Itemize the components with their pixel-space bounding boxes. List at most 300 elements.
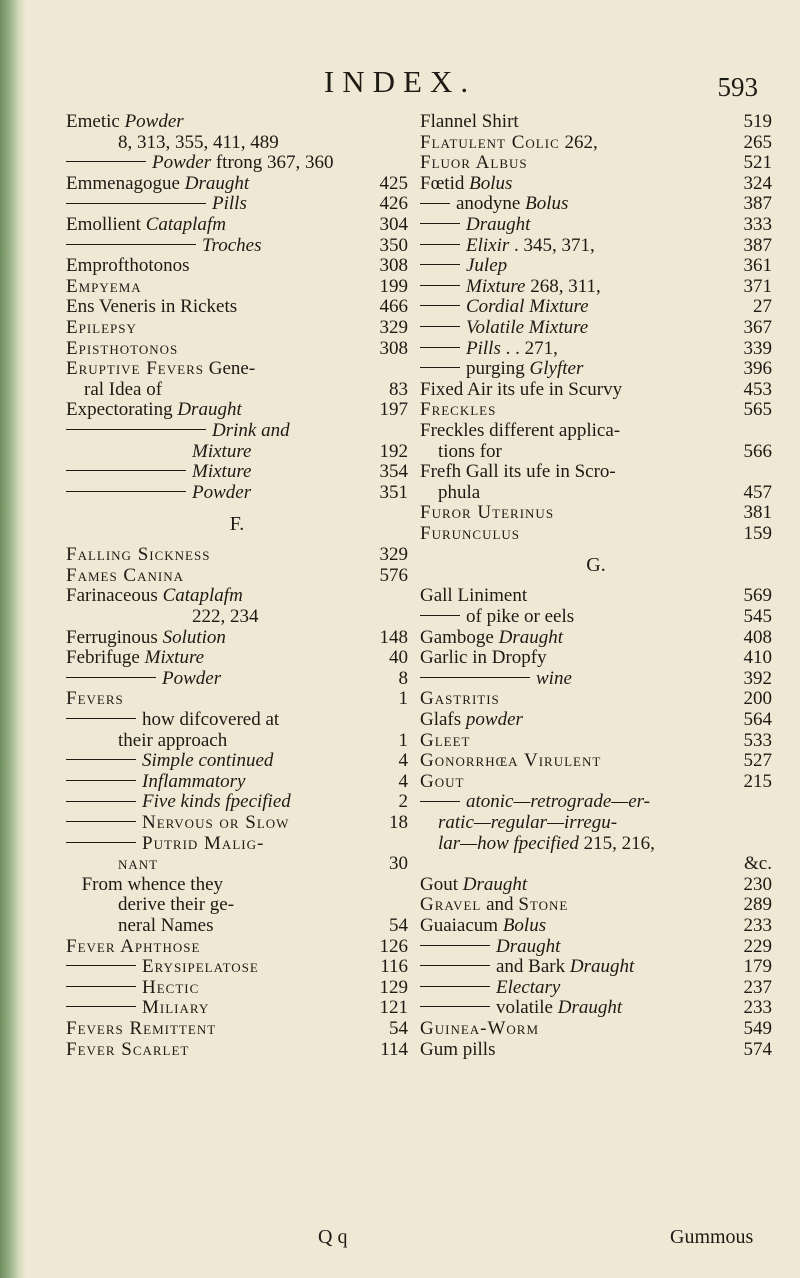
entry-text: tions for — [438, 440, 502, 462]
entry-text: 8, 313, 355, 411, 489 — [118, 131, 279, 153]
entry-page-number: 565 — [743, 399, 772, 421]
entry-text: Cataplafm — [145, 213, 226, 235]
entry-text: Gene- — [203, 358, 256, 380]
entry-page-number: 533 — [743, 729, 772, 751]
index-entry — [420, 998, 772, 1019]
entry-page-number: 121 — [379, 997, 408, 1019]
entry-term — [66, 566, 184, 587]
entry-term — [420, 772, 464, 793]
entry-term — [66, 792, 291, 813]
entry-page-number: 159 — [743, 522, 772, 544]
entry-text: Epilepsy — [66, 316, 137, 338]
index-entry — [420, 854, 772, 875]
index-entry — [420, 1019, 772, 1040]
entry-page-number: 54 — [389, 914, 408, 936]
entry-text: Furor Uterinus — [420, 502, 555, 524]
entry-text: phula — [438, 481, 481, 503]
entry-page-number: 381 — [743, 502, 772, 524]
entry-term — [420, 875, 527, 896]
index-entry — [66, 689, 408, 710]
index-entry — [66, 854, 408, 875]
entry-term — [66, 112, 184, 133]
entry-page-number: 410 — [743, 647, 772, 669]
index-entry — [420, 483, 772, 504]
entry-text: 262, — [559, 131, 598, 153]
ditto-dash — [66, 203, 206, 204]
entry-text: Draught — [496, 935, 561, 957]
right-column — [420, 112, 772, 1060]
entry-term — [420, 339, 558, 360]
index-entry — [66, 792, 408, 813]
entry-page-number: 229 — [743, 935, 772, 957]
entry-text: Empyema — [66, 275, 142, 297]
entry-text: . . 271, — [500, 337, 558, 359]
entry-page-number: 574 — [743, 1038, 772, 1060]
index-entry — [420, 607, 772, 628]
index-entry — [420, 957, 772, 978]
entry-text: Mixture — [144, 647, 205, 669]
entry-page-number: 333 — [743, 213, 772, 235]
index-entry — [66, 256, 408, 277]
index-entry — [66, 978, 408, 999]
entry-text: Gout — [420, 873, 463, 895]
entry-page-number: 30 — [389, 853, 408, 875]
entry-term — [66, 400, 242, 421]
ditto-dash — [420, 244, 460, 245]
entry-text: Guaiacum — [420, 914, 503, 936]
ditto-dash — [66, 780, 136, 781]
entry-term — [66, 236, 261, 257]
ditto-dash — [420, 285, 460, 286]
entry-text: 215, 216, — [578, 832, 655, 854]
index-entry — [420, 174, 772, 195]
index-entry — [420, 978, 772, 999]
index-entry — [420, 133, 772, 154]
entry-text: Nervous or Slow — [142, 812, 290, 833]
entry-term — [420, 648, 547, 669]
entry-page-number: 289 — [743, 894, 772, 916]
index-entry — [66, 277, 408, 298]
ditto-dash — [66, 161, 146, 162]
index-entry — [66, 751, 408, 772]
index-entry — [66, 710, 408, 731]
entry-text: Glyfter — [529, 358, 584, 380]
entry-text: Emetic — [66, 111, 125, 132]
entry-text: Freckles — [420, 399, 497, 421]
entry-text: Ferruginous — [66, 626, 163, 648]
page-header — [0, 64, 800, 104]
entry-page-number: 215 — [743, 770, 772, 792]
entry-page-number: 521 — [743, 152, 772, 174]
entry-text: 222, 234 — [192, 606, 259, 628]
entry-term — [420, 998, 622, 1019]
entry-text: Erysipelatose — [142, 956, 259, 978]
entry-page-number: 233 — [743, 914, 772, 936]
entry-page-number: 192 — [379, 440, 408, 462]
ditto-dash — [66, 986, 136, 987]
entry-text: Fever Scarlet — [66, 1038, 190, 1060]
entry-term — [66, 483, 251, 504]
entry-page-number: 4 — [398, 750, 408, 772]
entry-page-number: 549 — [743, 1017, 772, 1039]
entry-term — [66, 834, 264, 855]
ditto-dash — [420, 347, 460, 348]
ditto-dash — [420, 677, 530, 678]
entry-text: Fixed Air its ufe in Scurvy — [420, 378, 623, 400]
ditto-dash — [66, 1006, 136, 1007]
entry-page-number: 1 — [398, 688, 408, 710]
entry-page-number: 265 — [743, 131, 772, 153]
index-entry — [66, 297, 408, 318]
index-entry — [66, 400, 408, 421]
entry-term — [420, 689, 500, 710]
entry-text: Draught — [557, 997, 623, 1019]
entry-page-number: 371 — [743, 275, 772, 297]
entry-text: Gravel — [420, 894, 482, 916]
entry-text: Draught — [498, 626, 564, 648]
index-entry — [420, 937, 772, 958]
ditto-dash — [420, 203, 450, 204]
entry-text: Cordial Mixture — [466, 296, 589, 318]
entry-page-number: 4 — [398, 770, 408, 792]
entry-text: lar—how fpecified — [438, 832, 579, 854]
index-entry — [66, 1040, 408, 1061]
ditto-dash — [66, 470, 186, 471]
entry-term — [420, 524, 520, 545]
entry-term — [66, 1040, 189, 1061]
index-entry — [420, 194, 772, 215]
entry-page-number: 387 — [743, 234, 772, 256]
entry-text: volatile — [496, 997, 558, 1019]
entry-text: ral Idea of — [84, 378, 163, 400]
index-entry — [66, 174, 408, 195]
index-entry — [66, 772, 408, 793]
entry-text: Draught — [569, 956, 635, 978]
entry-text: Bolus — [469, 172, 513, 194]
entry-text: Draught — [177, 399, 242, 421]
entry-text: Five kinds fpecified — [142, 791, 291, 813]
entry-page-number: 354 — [379, 461, 408, 483]
entry-text: purging — [466, 358, 530, 380]
index-entry — [66, 421, 408, 442]
entry-text: Mixture — [192, 440, 252, 462]
entry-text: Flatulent Colic — [420, 131, 560, 153]
entry-text: wine — [536, 667, 572, 689]
index-entry — [420, 895, 772, 916]
entry-term — [420, 380, 622, 401]
entry-page-number: 527 — [743, 750, 772, 772]
entry-term — [66, 153, 334, 174]
entry-page-number: 199 — [379, 275, 408, 297]
entry-text: Glafs — [420, 709, 466, 731]
index-entry — [420, 297, 772, 318]
index-entry — [66, 937, 408, 958]
index-entries-e — [66, 112, 408, 503]
entry-term — [420, 153, 528, 174]
entry-term — [420, 710, 523, 731]
index-entry — [420, 236, 772, 257]
entry-term — [66, 297, 237, 318]
entry-text: Falling Sickness — [66, 544, 211, 566]
entry-text: Flannel Shirt — [420, 111, 519, 132]
entry-text: derive their ge- — [118, 894, 235, 916]
entry-text: Electary — [496, 976, 561, 998]
index-entry — [66, 153, 408, 174]
entry-text: Pills — [466, 337, 501, 359]
ditto-dash — [420, 305, 460, 306]
entry-text: Fluor Albus — [420, 152, 528, 174]
entry-term — [438, 442, 502, 463]
index-entry — [66, 442, 408, 463]
entry-text: Hectic — [142, 976, 200, 998]
entry-term — [420, 731, 471, 752]
entry-term — [66, 339, 178, 360]
entry-page-number: 126 — [379, 935, 408, 957]
entry-term — [66, 215, 226, 236]
entry-text: Furunculus — [420, 522, 521, 544]
entry-term — [66, 957, 259, 978]
entry-term — [66, 586, 243, 607]
index-entry — [420, 1040, 772, 1061]
index-entry — [420, 339, 772, 360]
entry-term — [66, 545, 210, 566]
entry-term — [420, 937, 560, 958]
entry-page-number: 339 — [743, 337, 772, 359]
entry-text: Fames Canina — [66, 564, 184, 586]
index-entry — [66, 834, 408, 855]
entry-text: Pills — [212, 193, 247, 215]
index-entry — [66, 133, 408, 154]
ditto-dash — [66, 718, 136, 719]
entry-term — [66, 648, 204, 669]
index-entry — [420, 153, 772, 174]
signature-mark: Q q — [318, 1226, 348, 1248]
entry-text: Freckles different applica- — [420, 419, 621, 441]
entry-term — [118, 854, 158, 875]
entry-term — [420, 359, 583, 380]
index-entry — [66, 215, 408, 236]
index-entries-f-continued — [420, 112, 772, 544]
ditto-dash — [420, 965, 490, 966]
index-entry — [420, 628, 772, 649]
entry-term — [420, 1040, 495, 1061]
entry-term — [192, 442, 251, 463]
entry-text: Volatile Mixture — [466, 316, 589, 338]
entry-text: Emmenagogue — [66, 172, 185, 194]
index-entry — [66, 628, 408, 649]
entry-text: Draught — [184, 172, 250, 194]
entry-term — [420, 669, 572, 690]
index-entry — [66, 998, 408, 1019]
entry-page-number: 351 — [379, 481, 408, 503]
entry-term — [66, 669, 221, 690]
entry-page-number: &c. — [744, 853, 772, 875]
entry-text: Gamboge — [420, 626, 499, 648]
entry-page-number: 308 — [379, 255, 408, 277]
entry-text: Gonorrhœa Virulent — [420, 750, 602, 772]
ditto-dash — [66, 842, 136, 843]
entry-text: and — [481, 894, 519, 916]
index-entry — [420, 772, 772, 793]
index-entry — [66, 586, 408, 607]
index-entry — [66, 359, 408, 380]
entry-page-number: 308 — [379, 337, 408, 359]
index-entry — [420, 421, 772, 442]
ditto-dash — [66, 244, 196, 245]
entry-term — [118, 916, 213, 937]
entry-text: Gall Liniment — [420, 585, 528, 607]
page-title: INDEX. — [323, 64, 477, 99]
ditto-dash — [420, 801, 460, 802]
index-entry — [66, 380, 408, 401]
entry-text: . 345, 371, — [509, 234, 595, 256]
entry-page-number: 545 — [743, 606, 772, 628]
entry-term — [66, 174, 249, 195]
index-entry — [420, 215, 772, 236]
entry-page-number: 408 — [743, 626, 772, 648]
index-entry — [420, 112, 772, 133]
entry-text: Julep — [466, 255, 508, 277]
entry-term — [118, 133, 279, 154]
index-entry — [66, 957, 408, 978]
ditto-dash — [66, 429, 206, 430]
index-entry — [420, 586, 772, 607]
ditto-dash — [66, 759, 136, 760]
index-entry — [420, 318, 772, 339]
entry-text: Farinaceous — [66, 585, 163, 607]
entry-page-number: 197 — [379, 399, 408, 421]
entry-term — [118, 895, 234, 916]
entry-term — [420, 236, 595, 257]
entry-term — [420, 112, 519, 133]
entry-text: Draught — [466, 213, 531, 235]
index-entry — [420, 277, 772, 298]
entry-text: Miliary — [142, 997, 210, 1019]
entry-page-number: 116 — [380, 956, 408, 978]
page-edge — [0, 0, 26, 1278]
index-entry — [66, 607, 408, 628]
entry-text: Fevers Remittent — [66, 1017, 217, 1039]
entry-page-number: 8 — [398, 667, 408, 689]
section-heading-f: F. — [229, 513, 245, 536]
entry-term — [420, 215, 530, 236]
entry-term — [66, 937, 200, 958]
entry-term — [420, 174, 512, 195]
entry-page-number: 392 — [743, 667, 772, 689]
entry-text: 268, 311, — [525, 275, 601, 297]
entry-page-number: 396 — [743, 358, 772, 380]
entry-term — [420, 978, 560, 999]
entry-text: atonic—retrograde—er- — [466, 791, 650, 813]
entry-text: Drink and — [212, 419, 290, 441]
entry-text: Bolus — [502, 914, 547, 936]
index-entry — [420, 834, 772, 855]
entry-term — [66, 998, 209, 1019]
entry-text: neral Names — [118, 914, 214, 936]
entry-term — [420, 586, 527, 607]
entry-term — [420, 1019, 539, 1040]
index-entries-g — [420, 586, 772, 1060]
entry-page-number: 27 — [753, 296, 772, 318]
entry-term — [420, 628, 563, 649]
entry-text: ftrong 367, 360 — [211, 152, 334, 174]
entry-text: Powder — [162, 667, 222, 689]
entry-page-number: 18 — [389, 812, 408, 833]
index-entry — [420, 442, 772, 463]
index-entry — [66, 483, 408, 504]
entry-page-number: 129 — [379, 976, 408, 998]
index-entry — [420, 731, 772, 752]
entry-page-number: 457 — [743, 481, 772, 503]
index-entry — [66, 731, 408, 752]
entry-text: Cataplafm — [162, 585, 243, 607]
entry-text: Draught — [462, 873, 528, 895]
ditto-dash — [420, 223, 460, 224]
entry-page-number: 329 — [379, 544, 408, 566]
index-entry — [66, 566, 408, 587]
entry-text: Episthotonos — [66, 337, 179, 359]
entry-term — [420, 462, 616, 483]
entry-term — [66, 978, 199, 999]
index-entry — [66, 1019, 408, 1040]
entry-text: Mixture — [192, 461, 252, 483]
entry-page-number: 519 — [743, 111, 772, 132]
entry-text: Eruptive Fevers — [66, 358, 204, 380]
entry-term — [420, 957, 634, 978]
entry-text: Elixir — [466, 234, 510, 256]
entry-term — [66, 462, 251, 483]
entry-page-number: 40 — [389, 647, 408, 669]
entry-page-number: 148 — [379, 626, 408, 648]
index-entry — [66, 895, 408, 916]
entry-page-number: 350 — [379, 234, 408, 256]
entry-term — [438, 813, 617, 834]
entry-term — [66, 813, 289, 834]
entry-text: Frefh Gall its ufe in Scro- — [420, 461, 616, 483]
entry-text: Troches — [202, 234, 262, 256]
index-entry — [420, 689, 772, 710]
entry-text: Inflammatory — [142, 770, 246, 792]
index-entry — [420, 503, 772, 524]
page-number: 593 — [717, 72, 758, 102]
entry-text: Bolus — [525, 193, 569, 215]
ditto-dash — [66, 821, 136, 822]
index-entry — [66, 648, 408, 669]
index-entry — [420, 380, 772, 401]
entry-text: ratic—regular—irregu- — [438, 812, 618, 833]
index-entry — [420, 400, 772, 421]
ditto-dash — [66, 801, 136, 802]
entry-text: powder — [465, 709, 523, 731]
entry-page-number: 466 — [379, 296, 408, 318]
entry-text: Fœtid — [420, 172, 470, 194]
entry-term — [420, 400, 496, 421]
index-entry — [66, 339, 408, 360]
entry-text: From whence they — [81, 873, 223, 895]
entry-term — [66, 689, 124, 710]
index-entry — [420, 813, 772, 834]
entry-page-number: 425 — [379, 172, 408, 194]
entry-term — [66, 194, 247, 215]
index-entry — [66, 875, 408, 896]
entry-text: Gleet — [420, 729, 471, 751]
entry-page-number: 569 — [743, 585, 772, 607]
index-entry — [420, 751, 772, 772]
entry-text: nant — [118, 853, 159, 875]
entry-term — [118, 731, 227, 752]
index-entries-f — [66, 545, 408, 1060]
entry-page-number: 329 — [379, 316, 408, 338]
